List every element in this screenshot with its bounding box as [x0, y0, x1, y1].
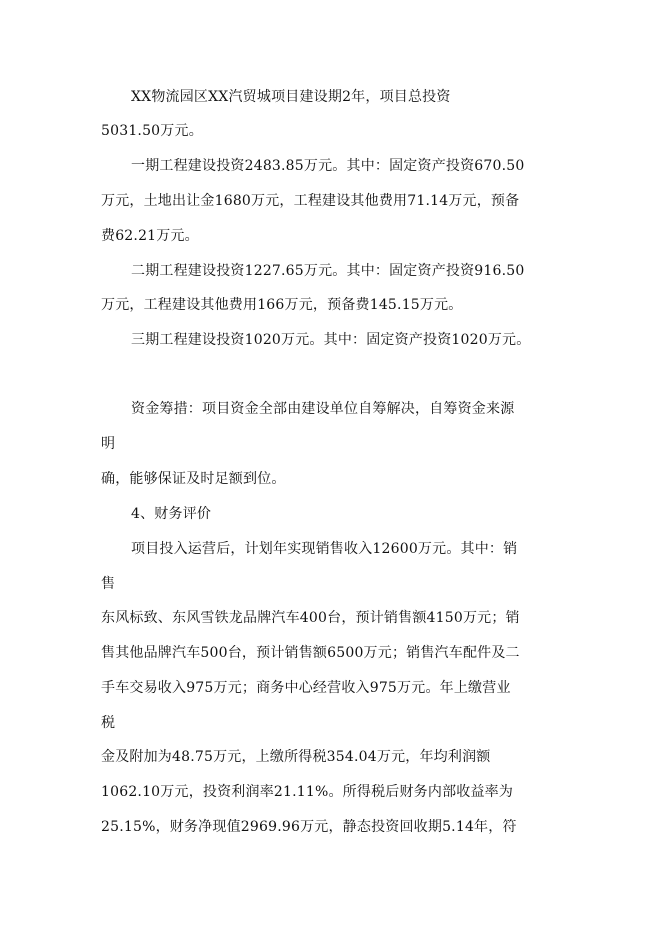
text-line: 5031.50万元。: [101, 123, 203, 139]
text-line: 税: [101, 715, 116, 731]
text-line: XX物流园区XX汽贸城项目建设期2年，项目总投资: [131, 89, 451, 105]
section-heading: 4、财务评价: [131, 506, 212, 522]
text-line: 金及附加为48.75万元，上缴所得税354.04万元，年均利润额: [101, 749, 491, 765]
text-line: 确，能够保证及时足额到位。: [101, 471, 286, 487]
text-line: 售: [101, 576, 116, 592]
text-line: 手车交易收入975万元；商务中心经营收入975万元。年上缴营业: [101, 680, 511, 696]
text-line: 项目投入运营后，计划年实现销售收入12600万元。其中：销: [131, 541, 518, 557]
text-line: 费62.21万元。: [101, 228, 199, 244]
text-line: 一期工程建设投资2483.85万元。其中：固定资产投资670.50: [131, 158, 525, 174]
text-line: 明: [101, 436, 116, 452]
text-line: 25.15%，财务净现值2969.96万元，静态投资回收期5.14年，符: [101, 819, 517, 835]
text-line: 二期工程建设投资1227.65万元。其中：固定资产投资916.50: [131, 263, 525, 279]
text-line: 万元，土地出让金1680万元，工程建设其他费用71.14万元，预备: [101, 193, 520, 209]
text-line: 三期工程建设投资1020万元。其中：固定资产投资1020万元。: [131, 332, 531, 348]
text-line: 万元，工程建设其他费用166万元，预备费145.15万元。: [101, 297, 463, 313]
text-line: 东风标致、东风雪铁龙品牌汽车400台，预计销售额4150万元；销: [101, 610, 520, 626]
text-line: 资金筹措：项目资金全部由建设单位自筹解决，自筹资金来源: [131, 401, 515, 417]
text-line: 售其他品牌汽车500台，预计销售额6500万元；销售汽车配件及二: [101, 645, 520, 661]
text-line: 1062.10万元，投资利润率21.11%。所得税后财务内部收益率为: [101, 784, 514, 800]
